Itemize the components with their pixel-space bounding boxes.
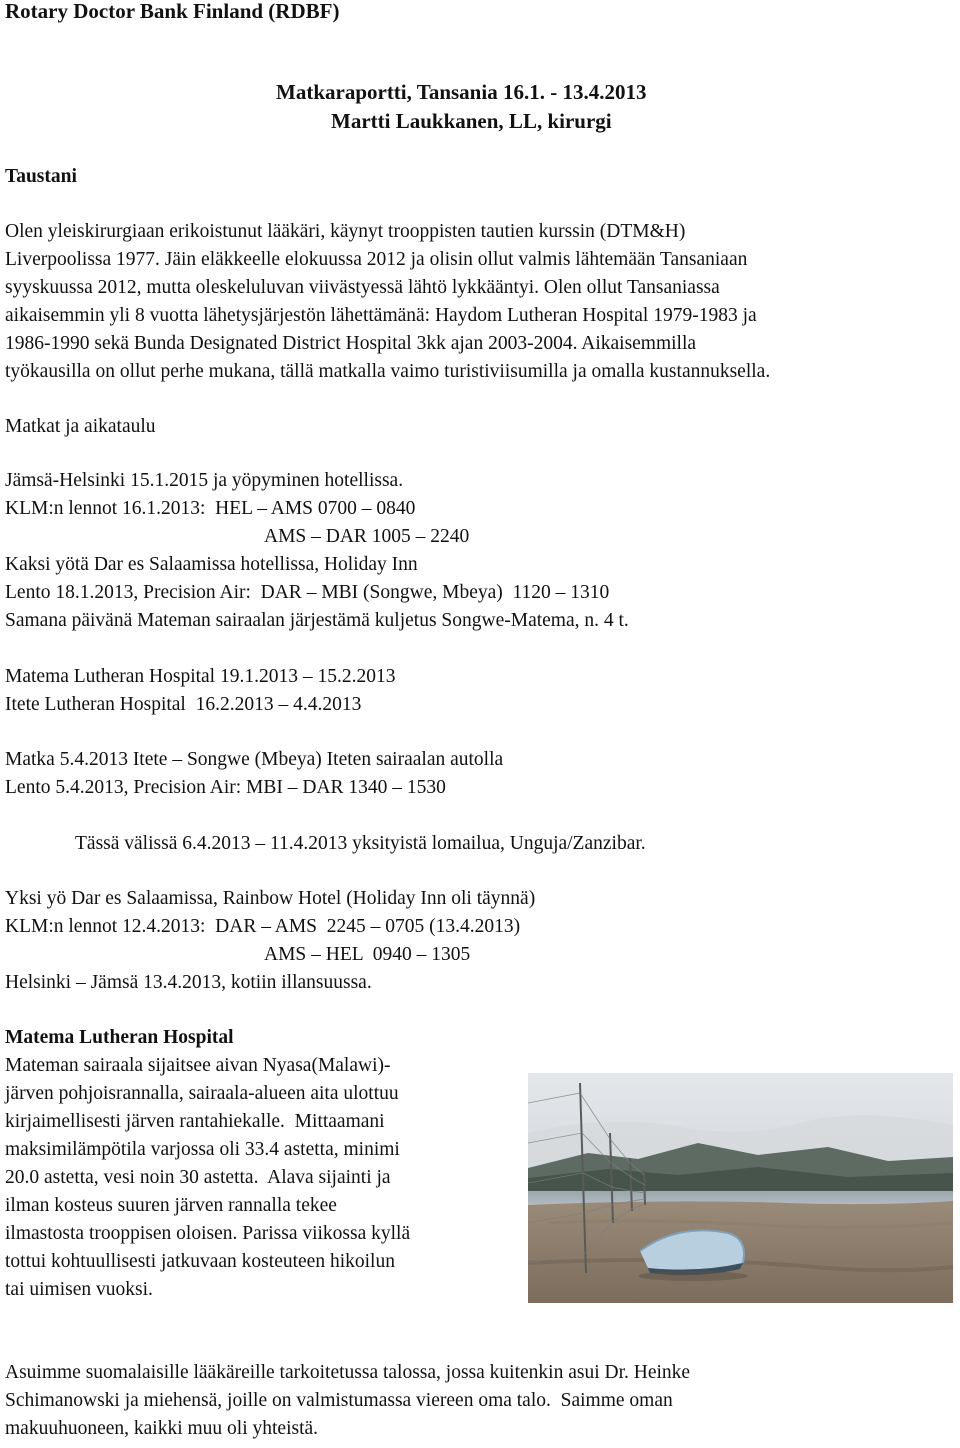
- background-line: syyskuussa 2012, mutta oleskeluluvan viivästyessä lähtö lykkääntyi. Olen ollut Tansaniassa: [5, 277, 720, 298]
- hospital-line: Mateman sairaala sijaitsee aivan Nyasa(Malawi)-: [5, 1055, 391, 1076]
- schedule-line: Tässä välissä 6.4.2013 – 11.4.2013 yksityistä lomailua, Unguja/Zanzibar.: [75, 833, 646, 854]
- hospital-line: ilmastosta trooppisen oloisen. Parissa viikossa kyllä: [5, 1223, 411, 1244]
- background-line: aikaisemmin yli 8 vuotta lähetysjärjestön lähettämänä: Haydom Lutheran Hospital 1979-1983 ja: [5, 305, 757, 326]
- schedule-line: Kaksi yötä Dar es Salaamissa hotellissa, Holiday Inn: [5, 554, 418, 575]
- hospital-line: maksimilämpötila varjossa oli 33.4 astetta, minimi: [5, 1139, 400, 1160]
- hospital-line: tottui kohtuullisesti jatkuvaan kosteuteen hikoilun: [5, 1251, 395, 1272]
- report-title: Matkaraportti, Tansania 16.1. - 13.4.2013: [276, 80, 647, 104]
- section-heading-hospital: Matema Lutheran Hospital: [5, 1027, 234, 1048]
- background-line: 1986-1990 sekä Bunda Designated District Hospital 3kk ajan 2003-2004. Aikaisemmilla: [5, 333, 697, 354]
- hospital-line: kirjaimellisesti järven rantahiekalle. Mittaamani: [5, 1111, 385, 1132]
- section-heading-background: Taustani: [5, 166, 77, 187]
- organization-title: Rotary Doctor Bank Finland (RDBF): [5, 0, 340, 23]
- schedule-line: KLM:n lennot 16.1.2013: HEL – AMS 0700 – 0840: [5, 498, 416, 519]
- schedule-line: AMS – DAR 1005 – 2240: [264, 526, 470, 547]
- background-line: Liverpoolissa 1977. Jäin eläkkeelle elokuussa 2012 ja olisin ollut valmis lähtemään Tansaniaan: [5, 249, 748, 270]
- housing-line: Schimanowski ja miehensä, joille on valmistumassa viereen oma talo. Saimme oman: [5, 1390, 673, 1411]
- report-author: Martti Laukkanen, LL, kirurgi: [331, 109, 612, 133]
- schedule-line: AMS – HEL 0940 – 1305: [264, 944, 471, 965]
- housing-line: makuuhuoneen, kaikki muu oli yhteistä.: [5, 1418, 319, 1439]
- schedule-line: Yksi yö Dar es Salaamissa, Rainbow Hotel (Holiday Inn oli täynnä): [5, 888, 536, 909]
- beach-photo: [528, 1073, 953, 1303]
- housing-line: Asuimme suomalaisille lääkäreille tarkoitetussa talossa, jossa kuitenkin asui Dr. Heinke: [5, 1362, 691, 1383]
- schedule-line: Samana päivänä Mateman sairaalan järjestämä kuljetus Songwe-Matema, n. 4 t.: [5, 610, 629, 631]
- schedule-line: Itete Lutheran Hospital 16.2.2013 – 4.4.2013: [5, 694, 362, 715]
- hospital-line: 20.0 astetta, vesi noin 30 astetta. Alava sijainti ja: [5, 1167, 391, 1188]
- schedule-line: Helsinki – Jämsä 13.4.2013, kotiin illansuussa.: [5, 972, 372, 993]
- background-line: työkausilla on ollut perhe mukana, tällä matkalla vaimo turistiviisumilla ja omalla kustannuksella.: [5, 361, 771, 382]
- schedule-line: KLM:n lennot 12.4.2013: DAR – AMS 2245 – 0705 (13.4.2013): [5, 916, 521, 937]
- hospital-line: järven pohjoisrannalla, sairaala-alueen aita ulottuu: [5, 1083, 399, 1104]
- schedule-line: Lento 18.1.2013, Precision Air: DAR – MBI (Songwe, Mbeya) 1120 – 1310: [5, 582, 610, 603]
- hospital-line: ilman kosteus suuren järven rannalla tekee: [5, 1195, 337, 1216]
- section-heading-schedule: Matkat ja aikataulu: [5, 416, 156, 437]
- hospital-line: tai uimisen vuoksi.: [5, 1279, 153, 1300]
- schedule-line: Lento 5.4.2013, Precision Air: MBI – DAR 1340 – 1530: [5, 777, 446, 798]
- background-line: Olen yleiskirurgiaan erikoistunut lääkäri, käynyt trooppisten tautien kurssin (DTM&H): [5, 221, 686, 242]
- schedule-line: Matema Lutheran Hospital 19.1.2013 – 15.2.2013: [5, 666, 396, 687]
- schedule-line: Jämsä-Helsinki 15.1.2015 ja yöpyminen hotellissa.: [5, 470, 404, 491]
- schedule-line: Matka 5.4.2013 Itete – Songwe (Mbeya) Iteten sairaalan autolla: [5, 749, 504, 770]
